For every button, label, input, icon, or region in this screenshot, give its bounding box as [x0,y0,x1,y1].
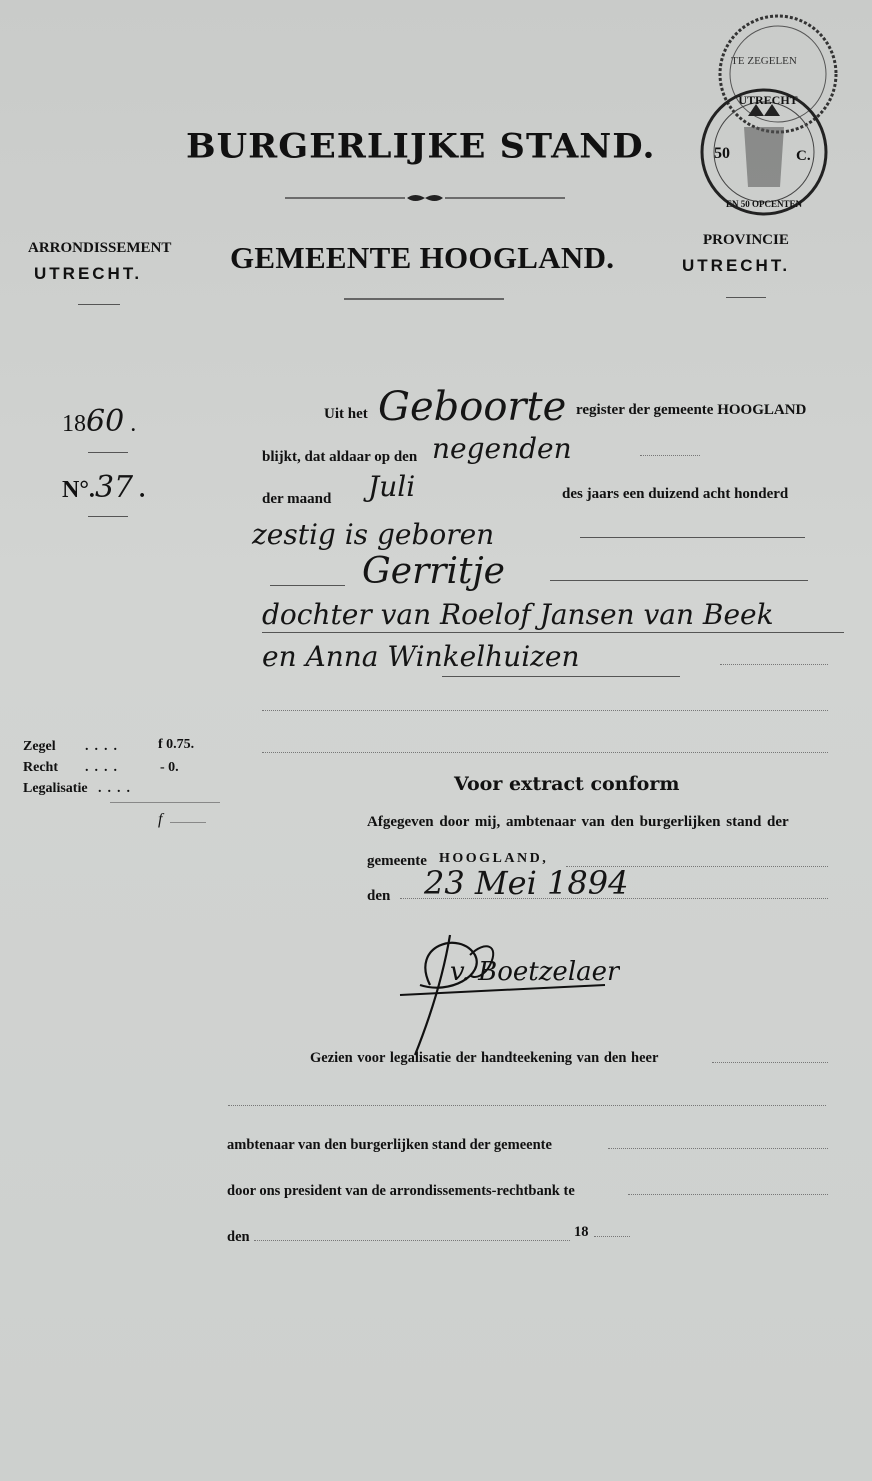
sum-line [110,802,220,803]
legalisation-den-label: den [227,1229,250,1245]
tax-stamp [700,12,850,217]
number-label: N°. [62,477,95,503]
leader-dots: .... [85,760,123,775]
fill-line [254,1240,570,1241]
leader-dots: .... [85,739,123,754]
zegel-label: Zegel [23,739,56,754]
fill-line [442,676,680,677]
fill-line [594,1236,630,1237]
gemeente-label: gemeente [367,853,427,869]
record-line-1: zestig is geboren [252,518,495,551]
des-jaars-text: des jaars een duizend acht honderd [562,486,789,502]
arrondissement-label: ARRONDISSEMENT [28,240,172,256]
record-line-4: en Anna Winkelhuizen [262,640,580,673]
fill-line [712,1062,828,1063]
stamp-ring-text: EN 50 OPCENTEN [725,199,803,209]
fill-line [400,898,828,899]
year-handwritten: 60 [86,404,125,439]
divider [344,298,504,300]
legalisation-year-prefix: 18 [574,1224,589,1240]
gezien-text: Gezien voor legalisatie der handteekening van den heer [310,1050,659,1066]
der-maand-text: der maand [262,491,332,507]
blank-line [228,1105,826,1106]
arrondissement-value: UTRECHT. [34,264,143,283]
divider [88,452,128,453]
title-ornament [285,192,565,204]
extract-heading: Voor extract conform [454,773,680,795]
divider [78,304,120,305]
fill-line [580,537,805,538]
fill-line [608,1148,828,1149]
uit-het-text: Uit het [324,406,368,422]
gemeente-heading: GEMEENTE HOOGLAND. [230,240,615,275]
number-handwritten: 37 [94,470,134,505]
stamp-top-text: TE ZEGELEN [731,55,797,67]
ambtenaar-text: ambtenaar van den burgerlijken stand der gemeente [227,1137,552,1153]
divider [88,516,128,517]
stamp-city-text: UTRECHT [738,93,798,107]
fill-line [270,585,345,586]
record-year: 1860 . [62,404,137,439]
register-handwritten: Geboorte [378,384,567,430]
provincie-label: PROVINCIE [703,232,789,248]
extract-date-handwritten: 23 Mei 1894 [424,864,629,902]
fill-line [720,664,828,665]
register-text: register der gemeente HOOGLAND [576,402,807,418]
fill-line [628,1194,828,1195]
day-handwritten: negenden [432,432,572,465]
recht-label: Recht [23,760,58,775]
extract-den-label: den [367,888,391,904]
fill-line [640,455,700,456]
fill-line [550,580,808,581]
leader-dots: .... [98,781,136,796]
stamp-value: 50 [714,145,730,162]
total-value: f [158,811,163,828]
divider [726,297,766,298]
blijkt-text: blijkt, dat aldaar op den [262,449,418,465]
afgegeven-text: Afgegeven door mij, ambtenaar van den burgerlijken stand der [367,814,789,830]
year-printed: 18 [62,411,86,437]
total-line [170,822,206,823]
legalisatie-label: Legalisatie [23,781,88,796]
official-signature [390,925,620,1065]
blank-line [262,710,828,711]
record-line-3: dochter van Roelof Jansen van Beek [262,598,774,631]
door-text: door ons president van de arrondissements-rechtbank te [227,1183,575,1199]
fill-line [262,632,844,633]
document-title: BURGERLIJKE STAND. [186,127,656,166]
month-handwritten: Juli [368,470,416,503]
provincie-value: UTRECHT. [682,256,791,275]
gemeente-value: HOOGLAND, [439,851,549,866]
signature-text: v. Boetzelaer [450,957,620,987]
record-number: N°.37 . [62,470,146,505]
blank-line [262,752,828,753]
child-name-handwritten: Gerritje [362,551,505,592]
stamp-unit: C. [796,148,811,164]
zegel-value: f 0.75. [158,737,195,752]
recht-value: - 0. [160,760,179,775]
